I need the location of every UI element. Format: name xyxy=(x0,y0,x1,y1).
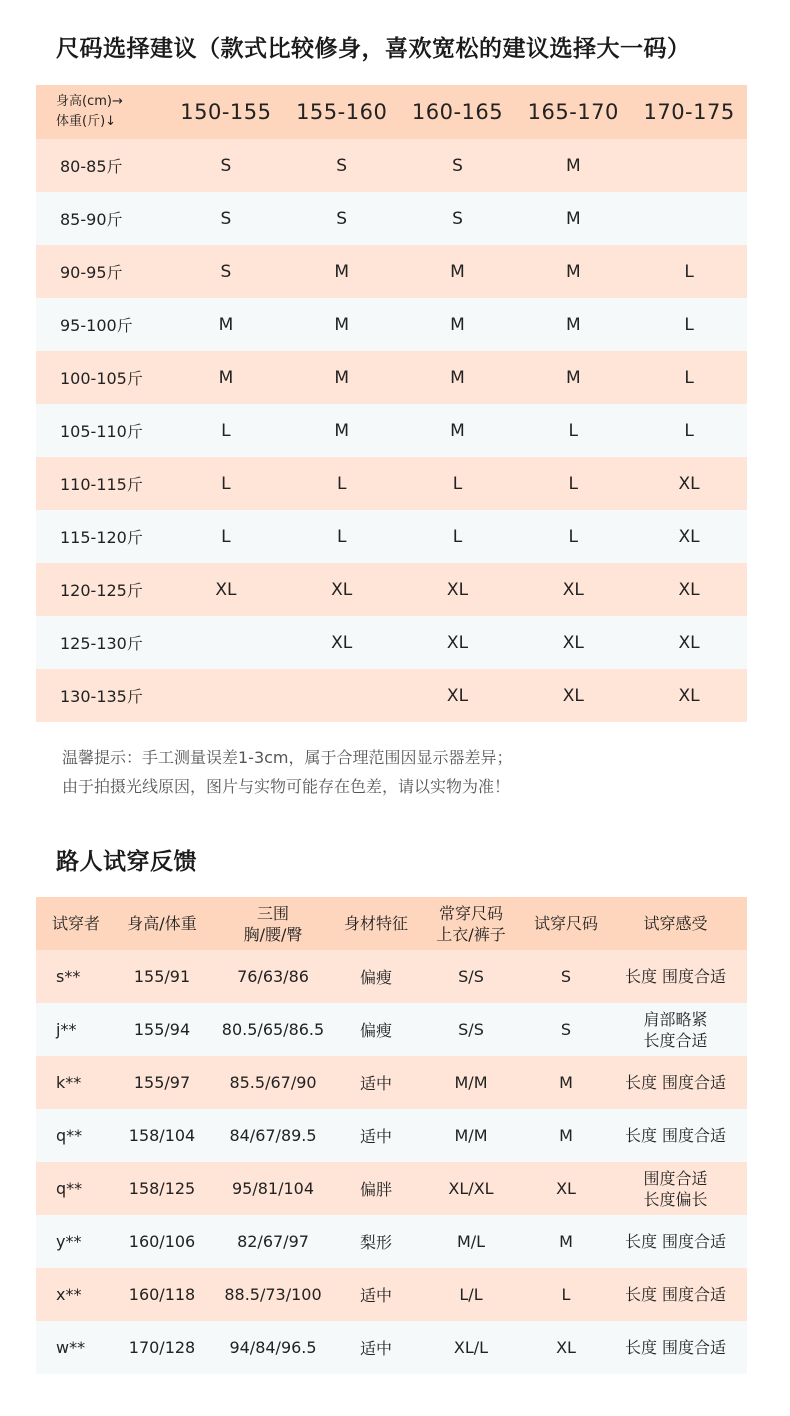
height-axis-label: 身高(cm)→ xyxy=(56,94,123,109)
header-line: 身材特征 xyxy=(343,914,408,933)
height-weight-cell: 158/125 xyxy=(128,1179,196,1198)
try-on-feedback-title: 路人试穿反馈 xyxy=(56,849,197,875)
size-chart-row xyxy=(36,298,747,351)
height-weight-cell: 155/97 xyxy=(133,1073,191,1092)
feedback-column-header xyxy=(604,897,747,950)
size-cell: L xyxy=(568,526,579,547)
usual-size-cell: L/L xyxy=(459,1285,483,1304)
fit-feeling-line: 长度 围度合适 xyxy=(624,967,727,986)
feedback-row xyxy=(36,1321,747,1374)
weight-range-cell: 85-90斤 xyxy=(60,210,123,229)
size-cell: S xyxy=(452,208,463,229)
warm-tip-note xyxy=(62,743,513,801)
size-cell: L xyxy=(684,420,694,441)
header-line: 试穿者 xyxy=(51,914,100,933)
size-chart-row xyxy=(36,351,747,404)
size-cell: XL xyxy=(331,632,353,653)
height-range-header: 165-170 xyxy=(527,100,619,124)
weight-range-cell: 95-100斤 xyxy=(60,316,133,335)
size-cell: L xyxy=(336,526,347,547)
size-cell: M xyxy=(565,367,581,388)
size-cell: S xyxy=(336,155,348,176)
size-cell: XL xyxy=(562,579,584,600)
weight-range-cell: 105-110斤 xyxy=(60,422,143,441)
size-cell xyxy=(631,139,747,192)
usual-size-cell: M/M xyxy=(454,1073,488,1092)
body-type-cell: 梨形 xyxy=(359,1233,392,1252)
measurements-cell: 94/84/96.5 xyxy=(229,1338,317,1357)
body-type-cell: 适中 xyxy=(359,1339,392,1358)
fit-feeling-line: 长度 围度合适 xyxy=(624,1126,727,1145)
size-cell: S xyxy=(220,155,232,176)
header-line: 试穿尺码 xyxy=(533,914,598,933)
fit-feeling-cell xyxy=(604,1056,747,1109)
height-range-header: 160-165 xyxy=(411,100,504,124)
size-cell: S xyxy=(220,261,232,282)
size-chart-table xyxy=(36,85,747,722)
height-range-header: 170-175 xyxy=(643,100,735,124)
tester-name-cell: q** xyxy=(56,1179,83,1198)
fit-feeling-cell xyxy=(604,1162,747,1215)
size-cell: L xyxy=(568,420,579,441)
tester-name-cell: s** xyxy=(56,967,81,986)
height-range-header: 155-160 xyxy=(296,100,388,124)
measurements-cell: 85.5/67/90 xyxy=(229,1073,317,1092)
tester-name-cell: y** xyxy=(56,1232,82,1251)
size-cell: L xyxy=(221,420,231,441)
note-line: 由于拍摄光线原因，图片与实物可能存在色差，请以实物为准！ xyxy=(62,777,511,796)
tried-size-cell: XL xyxy=(556,1338,576,1357)
height-weight-cell: 170/128 xyxy=(128,1338,196,1357)
size-chart-corner-label xyxy=(36,85,168,139)
header-line: 试穿感受 xyxy=(643,914,708,933)
tried-size-cell: M xyxy=(559,1232,573,1251)
size-chart-row xyxy=(36,139,747,192)
tried-size-cell: XL xyxy=(556,1179,576,1198)
size-cell: XL xyxy=(446,579,469,600)
size-cell: L xyxy=(452,526,463,547)
header-line: 身高/体重 xyxy=(127,914,197,933)
size-cell: M xyxy=(218,314,234,335)
body-type-cell: 适中 xyxy=(359,1074,392,1093)
fit-feeling-cell xyxy=(604,1215,747,1268)
fit-feeling-line: 长度 围度合适 xyxy=(624,1232,727,1251)
size-chart-row xyxy=(36,192,747,245)
size-cell: L xyxy=(221,526,231,547)
tester-name-cell: k** xyxy=(56,1073,82,1092)
fit-feeling-cell xyxy=(604,1321,747,1374)
size-cell xyxy=(168,669,284,722)
size-cell: XL xyxy=(678,526,700,547)
feedback-column-header xyxy=(414,897,528,950)
size-cell: L xyxy=(452,473,463,494)
size-cell: L xyxy=(336,473,347,494)
size-cell xyxy=(631,192,747,245)
feedback-row xyxy=(36,1003,747,1056)
size-cell: M xyxy=(450,367,465,388)
body-type-cell: 偏胖 xyxy=(359,1180,392,1199)
tried-size-cell: L xyxy=(561,1285,571,1304)
usual-size-cell: XL/L xyxy=(453,1338,489,1357)
size-chart-row xyxy=(36,245,747,298)
body-type-cell: 偏瘦 xyxy=(359,968,392,987)
tried-size-cell: M xyxy=(559,1073,573,1092)
height-weight-cell: 160/118 xyxy=(128,1285,196,1304)
size-cell: L xyxy=(684,367,694,388)
weight-range-cell: 115-120斤 xyxy=(60,528,143,547)
usual-size-cell: M/L xyxy=(456,1232,486,1251)
size-cell: XL xyxy=(678,685,700,706)
feedback-header-row xyxy=(36,897,747,950)
feedback-column-header xyxy=(208,897,338,950)
size-chart-row xyxy=(36,669,747,722)
size-cell: L xyxy=(684,314,694,335)
measurements-cell: 95/81/104 xyxy=(231,1179,315,1198)
body-type-cell: 适中 xyxy=(359,1286,392,1305)
tester-name-cell: w** xyxy=(56,1338,86,1357)
body-type-cell: 偏瘦 xyxy=(359,1021,392,1040)
tried-size-cell: M xyxy=(559,1126,573,1145)
feedback-column-header xyxy=(36,897,116,950)
size-cell: M xyxy=(218,367,234,388)
weight-range-cell: 110-115斤 xyxy=(60,475,143,494)
usual-size-cell: S/S xyxy=(458,1020,484,1039)
note-line: 温馨提示：手工测量误差1-3cm，属于合理范围因显示器差异； xyxy=(62,748,513,767)
weight-range-cell: 130-135斤 xyxy=(60,687,143,706)
tester-name-cell: x** xyxy=(56,1285,82,1304)
feedback-row xyxy=(36,1162,747,1215)
measurements-cell: 84/67/89.5 xyxy=(229,1126,317,1145)
size-cell: XL xyxy=(215,579,237,600)
measurements-cell: 88.5/73/100 xyxy=(224,1285,322,1304)
size-chart-row xyxy=(36,616,747,669)
size-cell: XL xyxy=(331,579,353,600)
size-chart-row xyxy=(36,510,747,563)
height-weight-cell: 155/91 xyxy=(133,967,191,986)
try-on-feedback-table xyxy=(36,897,747,1374)
size-cell: S xyxy=(452,155,463,176)
fit-feeling-cell xyxy=(604,1003,747,1056)
size-cell: XL xyxy=(562,685,584,706)
usual-size-cell: XL/XL xyxy=(448,1179,494,1198)
size-cell: L xyxy=(221,473,231,494)
size-cell: M xyxy=(334,314,350,335)
fit-feeling-cell xyxy=(604,950,747,1003)
size-chart-header-row xyxy=(36,85,747,139)
size-cell xyxy=(168,616,284,669)
size-cell: S xyxy=(336,208,348,229)
size-cell: M xyxy=(565,155,581,176)
fit-feeling-line: 长度 围度合适 xyxy=(624,1338,727,1357)
tried-size-cell: S xyxy=(560,967,572,986)
header-line: 三围 xyxy=(256,903,289,923)
tester-name-cell: q** xyxy=(56,1126,83,1145)
header-line: 常穿尺码 xyxy=(438,903,503,923)
fit-feeling-line: 长度 围度合适 xyxy=(624,1073,727,1092)
feedback-column-header xyxy=(338,897,414,950)
feedback-row xyxy=(36,1268,747,1321)
weight-range-cell: 80-85斤 xyxy=(60,157,123,176)
size-cell: XL xyxy=(446,632,469,653)
size-cell: M xyxy=(450,261,465,282)
size-cell: XL xyxy=(446,685,469,706)
size-cell: M xyxy=(450,420,465,441)
size-guide-title: 尺码选择建议（款式比较修身，喜欢宽松的建议选择大一码） xyxy=(56,36,691,62)
tried-size-cell: S xyxy=(560,1020,572,1039)
size-cell: S xyxy=(220,208,232,229)
feedback-row xyxy=(36,1109,747,1162)
height-range-header: 150-155 xyxy=(180,100,272,124)
feedback-column-header xyxy=(528,897,604,950)
size-chart-row xyxy=(36,457,747,510)
weight-range-cell: 100-105斤 xyxy=(60,369,143,388)
tester-name-cell: j** xyxy=(56,1020,77,1039)
usual-size-cell: S/S xyxy=(458,967,484,986)
fit-feeling-cell xyxy=(604,1109,747,1162)
measurements-cell: 80.5/65/86.5 xyxy=(221,1020,325,1039)
weight-axis-label: 体重(斤)↓ xyxy=(56,114,117,129)
size-cell: M xyxy=(450,314,465,335)
weight-range-cell: 90-95斤 xyxy=(60,263,123,282)
size-cell: L xyxy=(568,473,579,494)
size-cell: XL xyxy=(678,473,700,494)
size-cell: M xyxy=(565,208,581,229)
measurements-cell: 82/67/97 xyxy=(237,1232,309,1251)
feedback-row xyxy=(36,1056,747,1109)
size-cell: M xyxy=(334,420,350,441)
feedback-row xyxy=(36,1215,747,1268)
header-line: 上衣/裤子 xyxy=(436,924,506,944)
size-cell: L xyxy=(684,261,694,282)
size-cell: M xyxy=(334,261,350,282)
usual-size-cell: M/M xyxy=(454,1126,488,1145)
size-cell: M xyxy=(565,314,581,335)
height-weight-cell: 155/94 xyxy=(133,1020,191,1039)
weight-range-cell: 120-125斤 xyxy=(60,581,143,600)
size-cell: M xyxy=(334,367,350,388)
fit-feeling-line: 长度合适 xyxy=(643,1030,708,1050)
feedback-row xyxy=(36,950,747,1003)
body-type-cell: 适中 xyxy=(359,1127,392,1146)
height-weight-cell: 158/104 xyxy=(128,1126,196,1145)
size-cell: XL xyxy=(562,632,584,653)
fit-feeling-line: 长度 围度合适 xyxy=(624,1285,727,1304)
size-chart-row xyxy=(36,404,747,457)
measurements-cell: 76/63/86 xyxy=(237,967,309,986)
size-cell: XL xyxy=(678,579,700,600)
size-cell: XL xyxy=(678,632,700,653)
header-line: 胸/腰/臀 xyxy=(243,924,303,944)
size-cell xyxy=(284,669,400,722)
size-chart-row xyxy=(36,563,747,616)
size-cell: M xyxy=(565,261,581,282)
fit-feeling-line: 长度偏长 xyxy=(643,1189,708,1209)
fit-feeling-line: 围度合适 xyxy=(643,1168,708,1188)
fit-feeling-line: 肩部略紧 xyxy=(643,1009,708,1029)
height-weight-cell: 160/106 xyxy=(128,1232,196,1251)
weight-range-cell: 125-130斤 xyxy=(60,634,143,653)
fit-feeling-cell xyxy=(604,1268,747,1321)
feedback-column-header xyxy=(116,897,208,950)
